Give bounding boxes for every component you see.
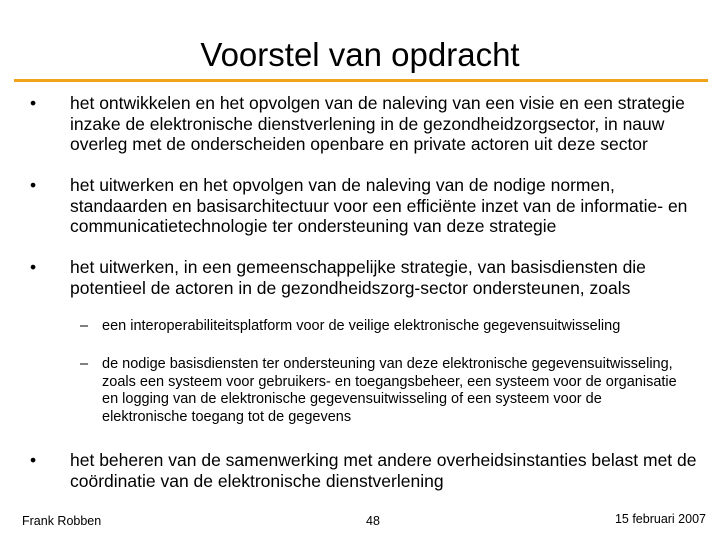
bullet-marker: •	[30, 257, 37, 277]
bullet-marker: •	[30, 175, 37, 195]
sub-bullet-item-2: de nodige basisdiensten ter ondersteuning van deze elektronische gegevensuitwisseling, zoals een systeem voor gebruikers- en toegangsbeheer, een systeem voor de organisatie en logging van de elektronische gegevensuitwisseling of een systeem voor de elektronische toegang tot de gegevens	[102, 356, 677, 425]
bullet-marker: •	[30, 93, 37, 113]
bullet-item-2: het uitwerken en het opvolgen van de naleving van de nodige normen, standaarden en basisarchitectuur voor een efficiënte inzet van de informatie- en communicatietechnologie ter ondersteuning van deze strategie	[70, 175, 688, 236]
title-divider	[14, 79, 708, 82]
bullet-marker: •	[30, 450, 37, 470]
sub-bullet-item-1: een interoperabiliteitsplatform voor de veilige elektronische gegevensuitwisseling	[102, 318, 621, 334]
sub-bullet-marker: –	[80, 318, 89, 334]
slide-title: Voorstel van opdracht	[200, 36, 520, 73]
footer-page-number: 48	[366, 514, 380, 528]
sub-bullet-marker: –	[80, 356, 89, 372]
footer-author: Frank Robben	[22, 514, 102, 528]
bullet-item-3: het uitwerken, in een gemeenschappelijke strategie, van basisdiensten die potentieel de actoren in de gezondheidszorg-sector ondersteunen, zoals	[70, 257, 646, 298]
bullet-item-1: het ontwikkelen en het opvolgen van de naleving van een visie en een strategie inzake de elektronische dienstverlening in de gezondheidzorgsector, in nauw overleg met de onderscheiden openbare en private actoren uit deze sector	[70, 93, 685, 154]
bullet-item-4: het beheren van de samenwerking met andere overheidsinstanties belast met de coördinatie van de elektronische dienstverlening	[70, 450, 697, 491]
footer-date: 15 februari 2007	[614, 512, 706, 526]
